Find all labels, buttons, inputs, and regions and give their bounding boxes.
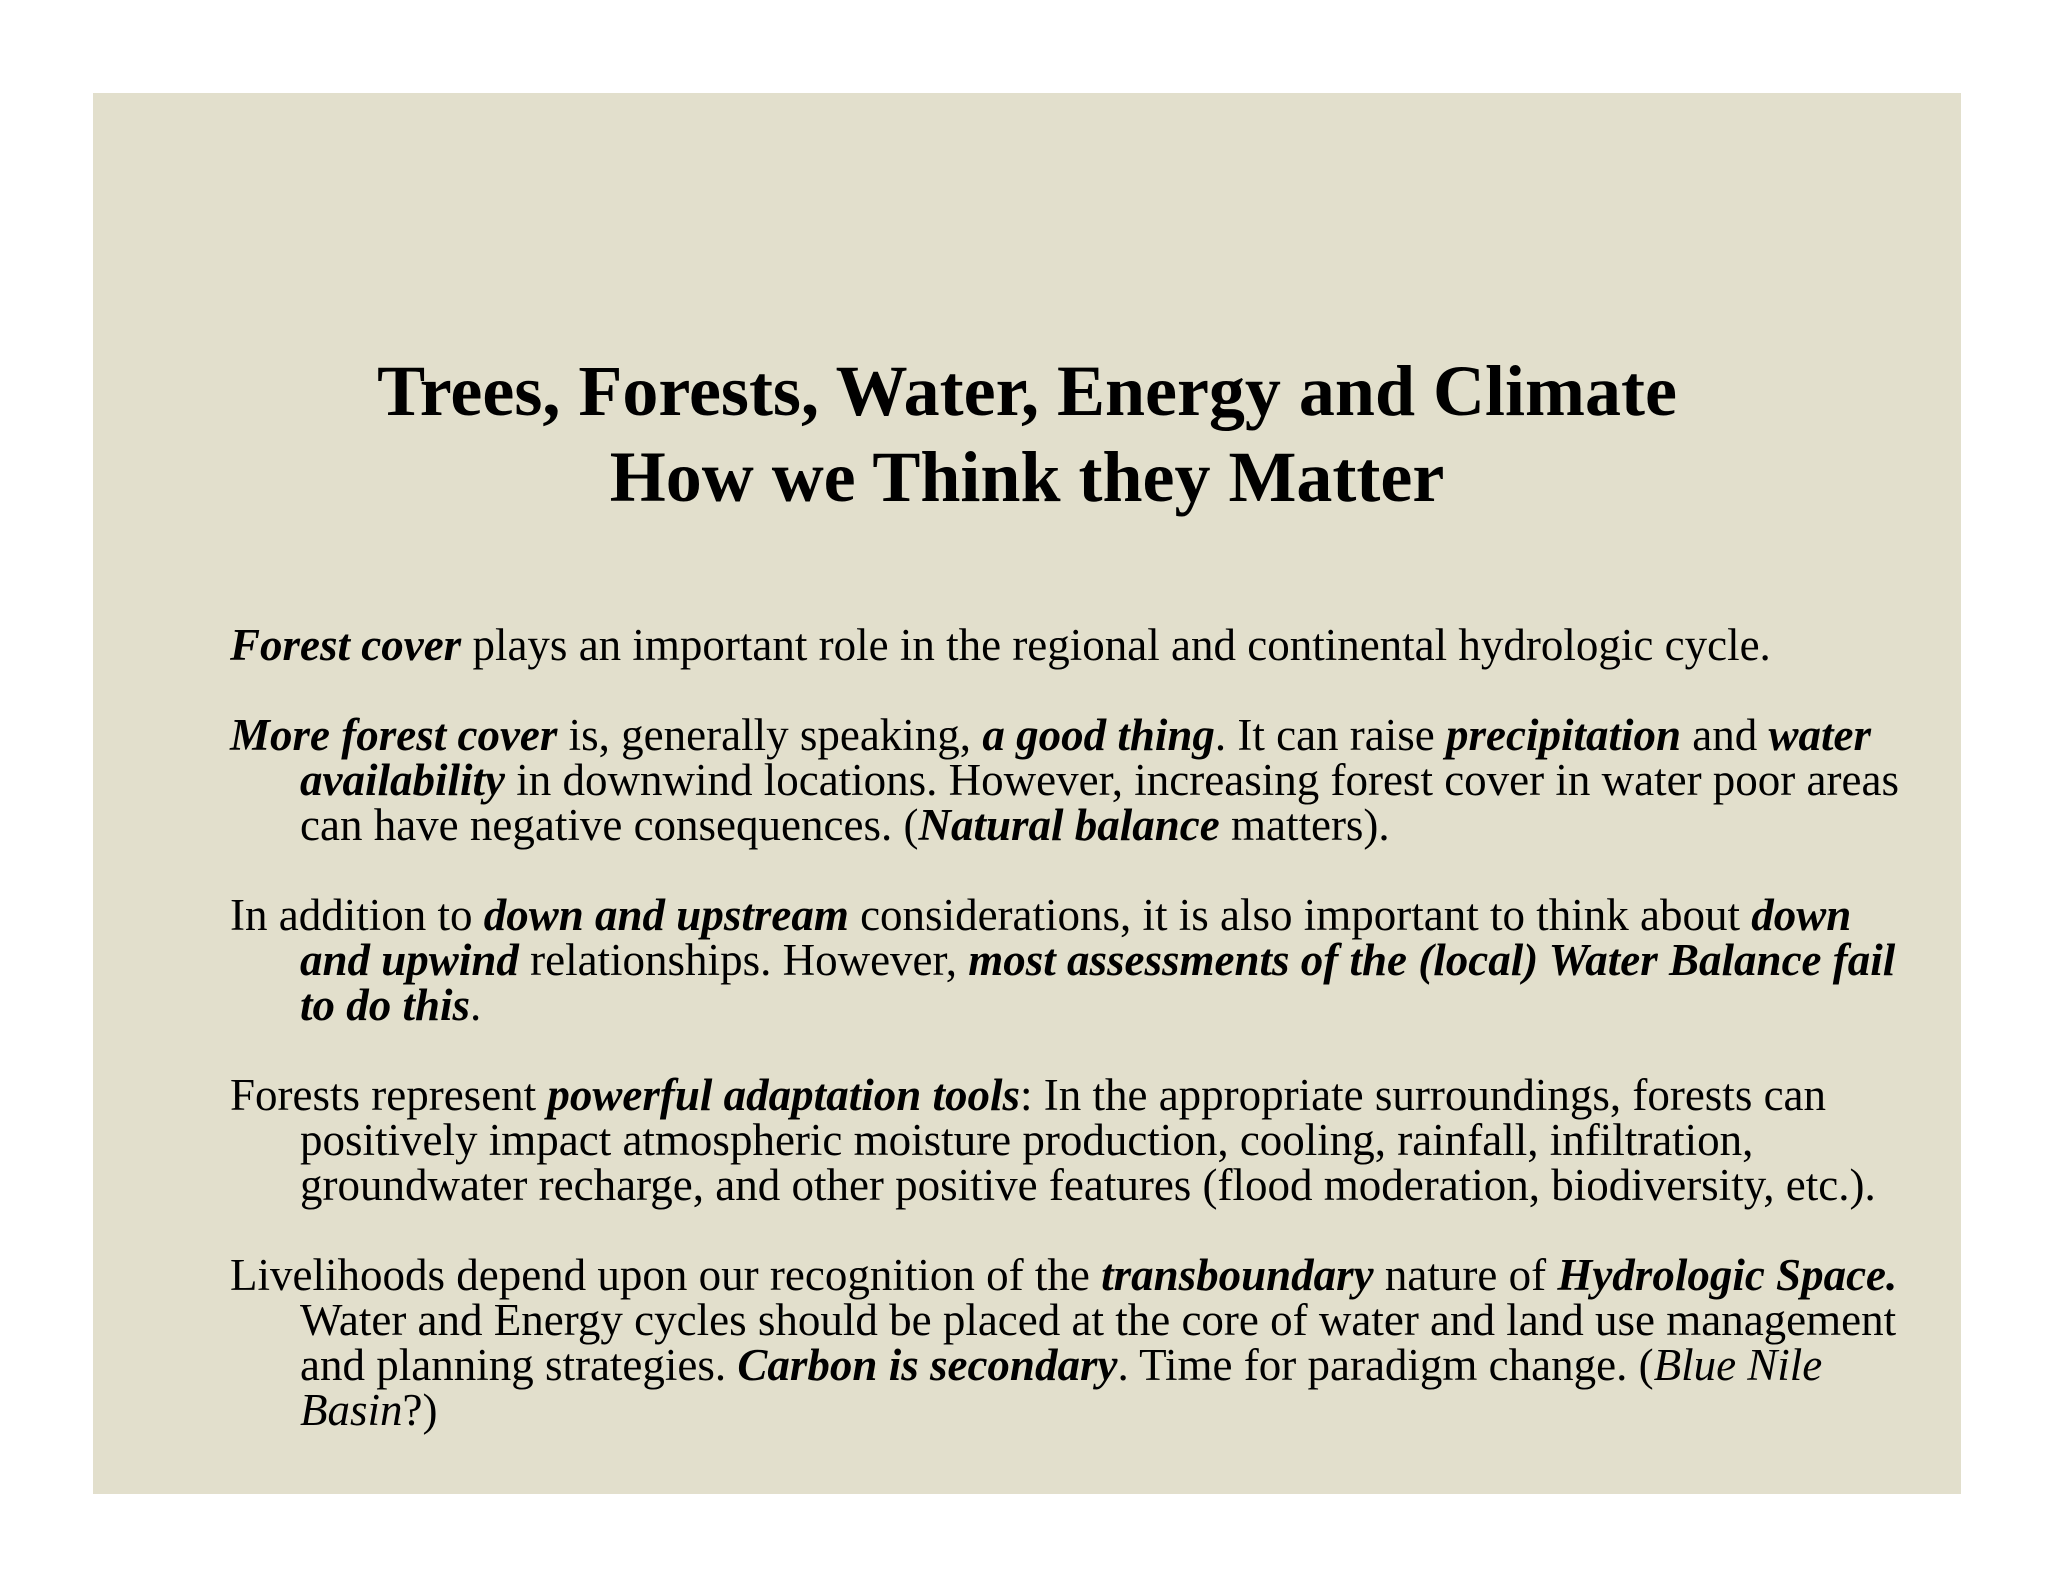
- text-segment: Forests represent: [230, 1070, 548, 1120]
- text-segment: More forest cover: [230, 710, 558, 760]
- text-segment: . Time for paradigm change. (: [1117, 1340, 1654, 1390]
- text-segment: and: [1681, 710, 1769, 760]
- text-segment: nature of: [1373, 1250, 1558, 1300]
- text-segment: most assessments of the (local) Water Balance fail to do this: [300, 935, 1896, 1030]
- text-segment: . It can raise: [1214, 710, 1447, 760]
- text-segment: Natural balance: [918, 800, 1220, 850]
- slide-title: [93, 348, 1961, 520]
- text-segment: Water and Energy cycles should be placed at the core of water and land use management and planning strategies.: [300, 1295, 1897, 1390]
- paragraph-more-forest-cover: [230, 710, 1910, 850]
- text-segment: Forest cover: [230, 620, 462, 670]
- text-segment: : In the appropriate surroundings, forests can positively impact atmospheric moisture production, cooling, rainfall, infiltration, groundwater recharge, and other positive features (flood moderation, biodiversity, etc.).: [300, 1070, 1876, 1210]
- text-segment: .: [470, 980, 482, 1030]
- text-segment: powerful adaptation tools: [547, 1070, 1020, 1120]
- paragraph-adaptation-tools: [230, 1070, 1910, 1210]
- text-segment: Livelihoods depend upon our recognition of the: [230, 1250, 1102, 1300]
- text-segment: transboundary: [1101, 1250, 1374, 1300]
- text-segment: Hydrologic Space.: [1557, 1250, 1898, 1300]
- text-segment: Blue Nile Basin: [300, 1340, 1823, 1435]
- text-segment: water availability: [300, 710, 1872, 805]
- paragraph-forest-cover: [230, 620, 1910, 670]
- text-segment: relationships. However,: [518, 935, 969, 985]
- text-segment: ?): [402, 1385, 438, 1435]
- text-segment: down and upstream: [483, 890, 849, 940]
- text-segment: plays an important role in the regional and continental hydrologic cycle.: [461, 620, 1771, 670]
- text-segment: considerations, it is also important to think about: [848, 890, 1752, 940]
- paragraph-livelihoods: [230, 1250, 1910, 1435]
- text-segment: matters).: [1219, 800, 1390, 850]
- text-segment: Carbon is secondary: [737, 1340, 1118, 1390]
- slide: [93, 93, 1961, 1494]
- paragraph-upwind-relationships: [230, 890, 1910, 1030]
- slide-title-line-1: Trees, Forests, Water, Energy and Climate: [377, 351, 1677, 431]
- slide-body: [230, 620, 1910, 1478]
- text-segment: is, generally speaking,: [557, 710, 983, 760]
- text-segment: down and upwind: [300, 890, 1852, 985]
- text-segment: a good thing: [982, 710, 1215, 760]
- text-segment: In addition to: [230, 890, 484, 940]
- text-segment: precipitation: [1446, 710, 1682, 760]
- slide-title-line-2: How we Think they Matter: [609, 437, 1445, 517]
- text-segment: in downwind locations. However, increasing forest cover in water poor areas can have negative consequences. (: [300, 755, 1899, 850]
